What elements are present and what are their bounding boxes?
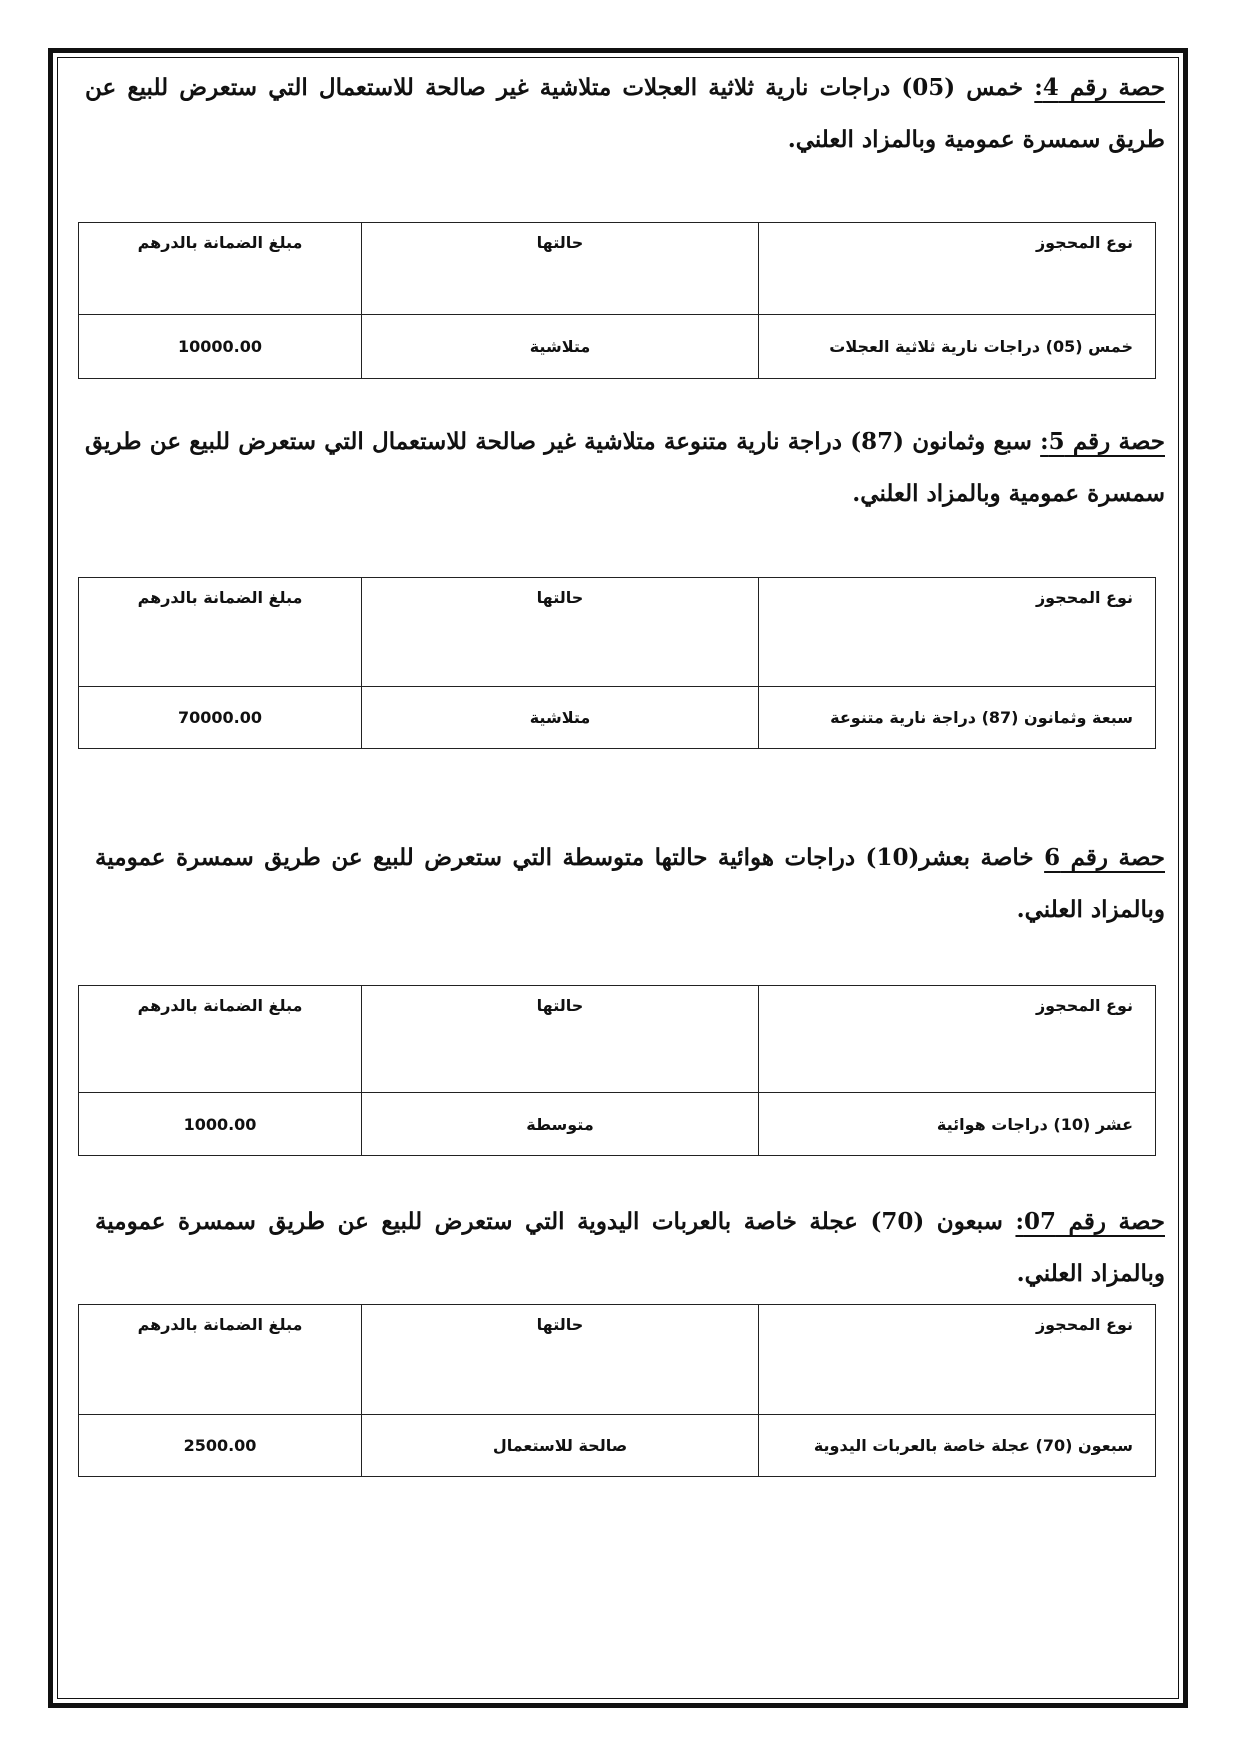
lot-5-paragraph bbox=[85, 416, 1165, 520]
header-seized-type: نوع المحجوز bbox=[759, 1305, 1156, 1415]
table-header-row bbox=[79, 1305, 1156, 1415]
lot-4-paragraph bbox=[85, 62, 1165, 166]
header-deposit-amount: مبلغ الضمانة بالدرهم bbox=[79, 1305, 362, 1415]
lot-7-paragraph bbox=[95, 1196, 1165, 1300]
header-deposit-amount: مبلغ الضمانة بالدرهم bbox=[79, 578, 362, 687]
lot-4-label: حصة رقم 4: bbox=[1034, 74, 1166, 101]
header-condition: حالتها bbox=[362, 223, 759, 315]
cell-deposit-amount: 10000.00 bbox=[79, 315, 362, 379]
table-row bbox=[79, 1415, 1156, 1477]
lot-7-label: حصة رقم 07: bbox=[1015, 1208, 1165, 1235]
lot-5-label: حصة رقم 5: bbox=[1040, 428, 1165, 455]
lot-7-description: سبعون (70) عجلة خاصة بالعربات اليدوية التي ستعرض للبيع عن طريق سمسرة عمومية وبالمزاد العلني. bbox=[95, 1208, 1165, 1287]
table-row bbox=[79, 315, 1156, 379]
table-header-row bbox=[79, 578, 1156, 687]
lot-4-description: خمس (05) دراجات نارية ثلاثية العجلات متلاشية غير صالحة للاستعمال التي ستعرض للبيع عن طريق سمسرة عمومية وبالمزاد العلني. bbox=[85, 74, 1165, 153]
cell-condition: صالحة للاستعمال bbox=[362, 1415, 759, 1477]
lot-6-paragraph bbox=[95, 832, 1165, 936]
cell-seized-type: خمس (05) دراجات نارية ثلاثية العجلات bbox=[759, 315, 1156, 379]
cell-condition: متلاشية bbox=[362, 315, 759, 379]
header-condition: حالتها bbox=[362, 578, 759, 687]
header-condition: حالتها bbox=[362, 1305, 759, 1415]
table-header-row bbox=[79, 986, 1156, 1093]
cell-deposit-amount: 2500.00 bbox=[79, 1415, 362, 1477]
lot-7-table bbox=[78, 1304, 1156, 1477]
table-row bbox=[79, 1093, 1156, 1156]
header-seized-type: نوع المحجوز bbox=[759, 578, 1156, 687]
header-seized-type: نوع المحجوز bbox=[759, 223, 1156, 315]
table-header-row bbox=[79, 223, 1156, 315]
header-seized-type: نوع المحجوز bbox=[759, 986, 1156, 1093]
cell-seized-type: سبعة وثمانون (87) دراجة نارية متنوعة bbox=[759, 687, 1156, 749]
cell-deposit-amount: 70000.00 bbox=[79, 687, 362, 749]
cell-seized-type: عشر (10) دراجات هوائية bbox=[759, 1093, 1156, 1156]
lot-6-table bbox=[78, 985, 1156, 1156]
cell-condition: متلاشية bbox=[362, 687, 759, 749]
lot-6-description: خاصة بعشر(10) دراجات هوائية حالتها متوسطة التي ستعرض للبيع عن طريق سمسرة عمومية وبالمزاد العلني. bbox=[95, 844, 1165, 923]
lot-5-table bbox=[78, 577, 1156, 749]
header-deposit-amount: مبلغ الضمانة بالدرهم bbox=[79, 986, 362, 1093]
lot-4-table bbox=[78, 222, 1156, 379]
table-row bbox=[79, 687, 1156, 749]
cell-condition: متوسطة bbox=[362, 1093, 759, 1156]
lot-5-description: سبع وثمانون (87) دراجة نارية متنوعة متلاشية غير صالحة للاستعمال التي ستعرض للبيع عن طريق سمسرة عمومية وبالمزاد العلني. bbox=[85, 428, 1165, 507]
header-deposit-amount: مبلغ الضمانة بالدرهم bbox=[79, 223, 362, 315]
lot-6-label: حصة رقم 6 bbox=[1044, 844, 1165, 871]
header-condition: حالتها bbox=[362, 986, 759, 1093]
cell-seized-type: سبعون (70) عجلة خاصة بالعربات اليدوية bbox=[759, 1415, 1156, 1477]
cell-deposit-amount: 1000.00 bbox=[79, 1093, 362, 1156]
